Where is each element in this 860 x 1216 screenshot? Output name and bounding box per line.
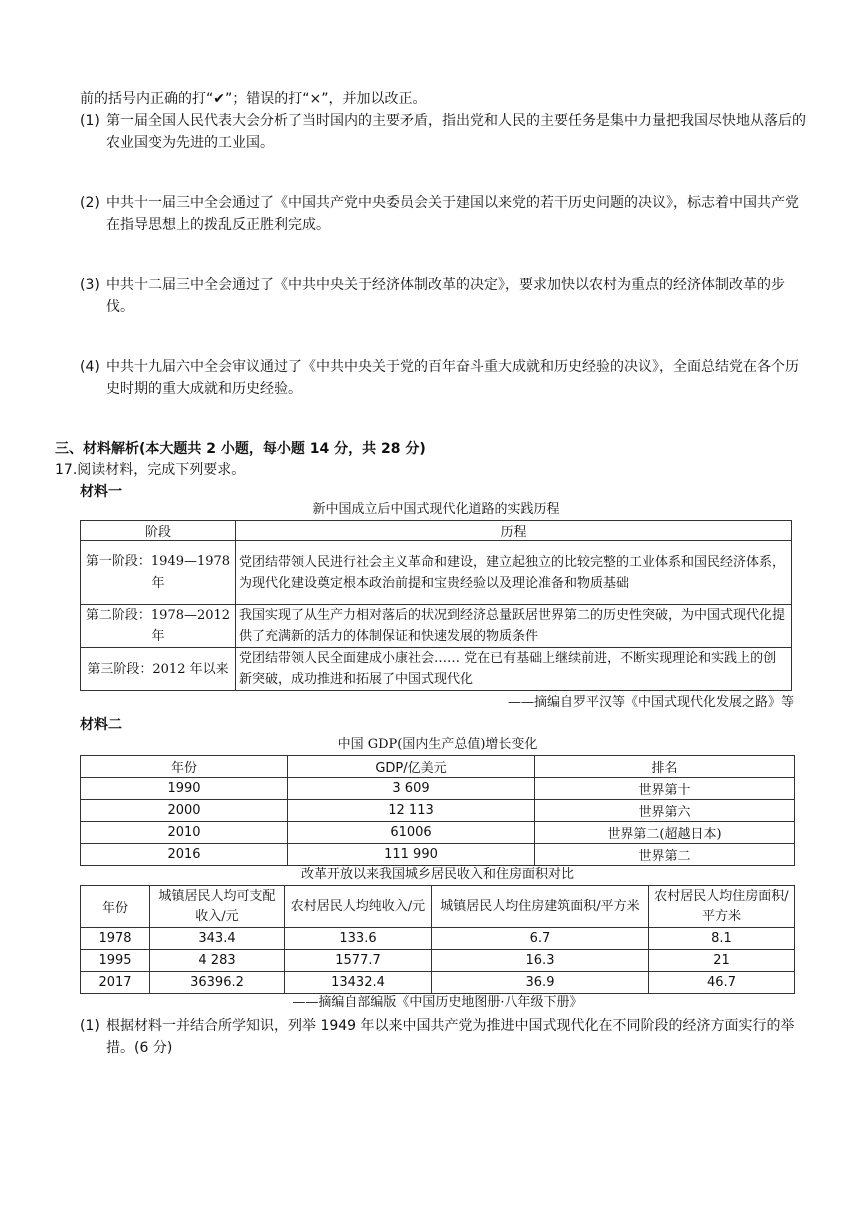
year-cell: 1995 (81, 950, 150, 972)
gdp-table-title: 中国 GDP(国内生产总值)增长变化 (337, 737, 538, 752)
table-row (81, 778, 795, 800)
table-row (81, 950, 795, 972)
table-row (81, 800, 795, 822)
content-cell: 我国实现了从生产力相对落后的状况到经济总量跃居世界第二的历史性突破，为中国式现代化提供了充满新的活力的体制保证和快速发展的物质条件 (236, 605, 792, 648)
year-cell: 1990 (81, 778, 288, 800)
stage-table (80, 520, 792, 691)
judgment-text: 中共十九届六中全会审议通过了《中共中央关于党的百年奋斗重大成就和历史经验的决议》，全面总结党在各个历史时期的重大成就和历史经验。 (106, 359, 799, 397)
table-row (81, 822, 795, 844)
rural-housing-cell: 8.1 (649, 928, 795, 950)
table-row (81, 972, 795, 994)
material-2-source: ——摘编自部编版《中国历史地图册·八年级下册》 (292, 995, 583, 1010)
urban-income-cell: 36396.2 (150, 972, 285, 994)
income-table (80, 885, 795, 994)
table-header: 城镇居民人均住房建筑面积/平方米 (432, 886, 649, 928)
judgment-item-3 (80, 274, 810, 318)
content-cell: 党团结带领人民进行社会主义革命和建设，建立起独立的比较完整的工业体系和国民经济体系，为现代化建设奠定根本政治前提和宝贵经验以及理论准备和物质基础 (236, 541, 792, 605)
material-1-source: ——摘编自罗平汉等《中国式现代化发展之路》等 (507, 695, 794, 710)
rural-income-cell: 13432.4 (285, 972, 432, 994)
judgment-number: (4) (80, 359, 100, 375)
table-row (81, 928, 795, 950)
table-header: 排名 (535, 756, 795, 778)
table-row (81, 648, 792, 691)
stage-cell: 第三阶段：2012 年以来 (81, 648, 236, 691)
table-header: GDP/亿美元 (288, 756, 535, 778)
rank-cell: 世界第十 (535, 778, 795, 800)
table-header: 年份 (81, 756, 288, 778)
section-heading: 三、材料解析(本大题共 2 小题，每小题 14 分，共 28 分) (55, 441, 426, 457)
question-text: 根据材料一并结合所学知识，列举 1949 年以来中国共产党为推进中国式现代化在不同阶段的经济方面实行的举措。(6 分) (106, 1018, 795, 1056)
judgment-number: (3) (80, 277, 100, 293)
rural-income-cell: 133.6 (285, 928, 432, 950)
sub-question-1 (80, 1015, 810, 1059)
rank-cell: 世界第二(超越日本) (535, 822, 795, 844)
rank-cell: 世界第六 (535, 800, 795, 822)
table-row (81, 541, 792, 605)
year-cell: 2000 (81, 800, 288, 822)
table-header: 农村居民人均纯收入/元 (285, 886, 432, 928)
urban-housing-cell: 16.3 (432, 950, 649, 972)
question-17: 17.阅读材料，完成下列要求。 (55, 462, 246, 478)
table-header: 农村居民人均住房面积/平方米 (649, 886, 795, 928)
judgment-text: 中共十二届三中全会通过了《中共中央关于经济体制改革的决定》，要求加快以农村为重点的经济体制改革的步伐。 (106, 277, 785, 315)
year-cell: 2010 (81, 822, 288, 844)
judgment-item-2 (80, 192, 810, 236)
stage-cell: 第二阶段：1978—2012 年 (81, 605, 236, 648)
table-header: 历程 (236, 521, 792, 541)
rank-cell: 世界第二 (535, 844, 795, 866)
table-row (81, 605, 792, 648)
urban-income-cell: 4 283 (150, 950, 285, 972)
year-cell: 2017 (81, 972, 150, 994)
judgment-item-4 (80, 356, 810, 400)
judgment-text: 中共十一届三中全会通过了《中国共产党中央委员会关于建国以来党的若干历史问题的决议》，标志着中国共产党在指导思想上的拨乱反正胜利完成。 (106, 195, 799, 233)
table-row (81, 844, 795, 866)
judgment-text: 第一届全国人民代表大会分析了当时国内的主要矛盾，指出党和人民的主要任务是集中力量把我国尽快地从落后的农业国变为先进的工业国。 (106, 113, 806, 151)
year-cell: 1978 (81, 928, 150, 950)
gdp-cell: 61006 (288, 822, 535, 844)
gdp-cell: 12 113 (288, 800, 535, 822)
table-header: 阶段 (81, 521, 236, 541)
material-1-label: 材料一 (80, 484, 122, 500)
table-header: 城镇居民人均可支配收入/元 (150, 886, 285, 928)
instruction-text: 前的括号内正确的打“✔”；错误的打“×”，并加以改正。 (80, 91, 427, 107)
material-1-title: 新中国成立后中国式现代化道路的实践历程 (312, 502, 560, 517)
judgment-number: (1) (80, 113, 100, 129)
rural-housing-cell: 46.7 (649, 972, 795, 994)
material-2-label: 材料二 (80, 717, 122, 733)
gdp-cell: 3 609 (288, 778, 535, 800)
judgment-item-1 (80, 110, 810, 154)
urban-housing-cell: 6.7 (432, 928, 649, 950)
urban-income-cell: 343.4 (150, 928, 285, 950)
gdp-cell: 111 990 (288, 844, 535, 866)
income-table-title: 改革开放以来我国城乡居民收入和住房面积对比 (300, 867, 574, 882)
question-number: (1) (80, 1018, 100, 1034)
rural-income-cell: 1577.7 (285, 950, 432, 972)
judgment-number: (2) (80, 195, 100, 211)
content-cell: 党团结带领人民全面建成小康社会…… 党在已有基础上继续前进，不断实现理论和实践上的创新突破，成功推进和拓展了中国式现代化 (236, 648, 792, 691)
table-header: 年份 (81, 886, 150, 928)
year-cell: 2016 (81, 844, 288, 866)
urban-housing-cell: 36.9 (432, 972, 649, 994)
rural-housing-cell: 21 (649, 950, 795, 972)
stage-cell: 第一阶段：1949—1978 年 (81, 541, 236, 605)
gdp-table (80, 755, 795, 866)
